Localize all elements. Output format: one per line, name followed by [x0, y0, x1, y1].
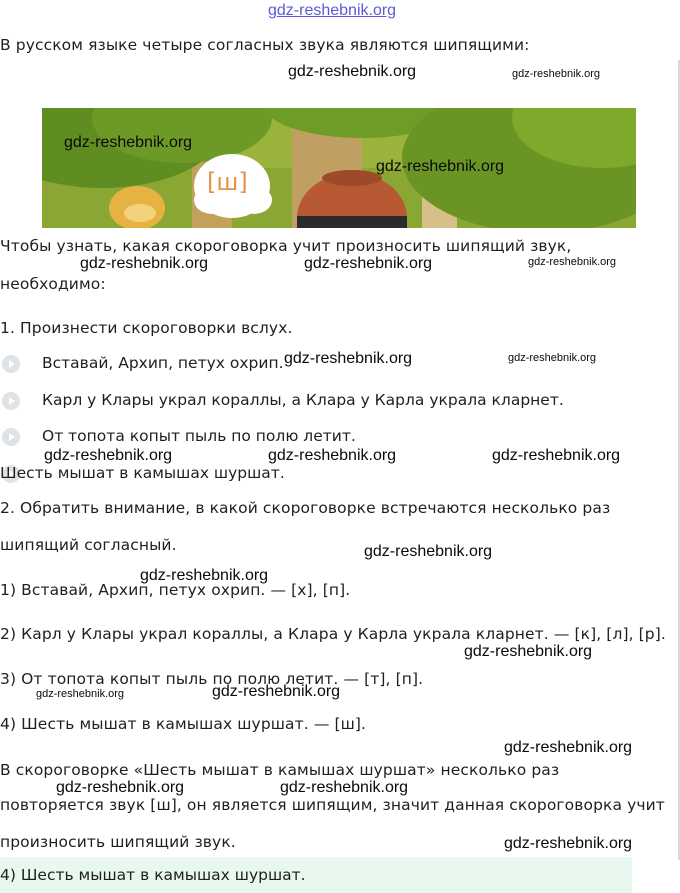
watermark: gdz-reshebnik.org	[376, 158, 505, 175]
watermark: gdz-reshebnik.org	[268, 447, 397, 464]
analysis-item-3: 3) От топота копыт пыль по полю летит. — [т], [п].	[0, 670, 424, 688]
watermark: gdz-reshebnik.org	[64, 134, 193, 151]
illustration-banner	[42, 108, 636, 228]
sound-label: [ш]	[207, 168, 248, 196]
list-item-text: От топота копыт пыль по полю летит.	[42, 427, 356, 445]
list-item	[0, 426, 600, 448]
step-1: 1. Произнести скороговорки вслух.	[0, 319, 293, 337]
conclusion-line-2: повторяется звук [ш], он является шипящим, значит данная скороговорка учит	[0, 796, 665, 814]
list-item-text: Карл у Клары украл кораллы, а Клара у Карла украла кларнет.	[42, 391, 564, 409]
watermark: gdz-reshebnik.org	[492, 447, 621, 464]
step-2-line-2: шипящий согласный.	[0, 536, 177, 554]
watermark: gdz-reshebnik.org	[528, 256, 617, 268]
watermark: gdz-reshebnik.org	[288, 63, 417, 80]
watermark: gdz-reshebnik.org	[44, 447, 173, 464]
list-item-text: Шесть мышат в камышах шуршат.	[0, 464, 285, 482]
watermark: gdz-reshebnik.org	[304, 255, 433, 272]
watermark: gdz-reshebnik.org	[80, 255, 209, 272]
answer-box	[0, 857, 632, 893]
watermark: gdz-reshebnik.org	[140, 567, 269, 584]
analysis-item-4: 4) Шесть мышат в камышах шуршат. — [ш].	[0, 715, 367, 733]
list-item	[0, 390, 600, 412]
intro-text: В русском языке четыре согласных звука являются шипящими:	[0, 36, 530, 54]
watermark: gdz-reshebnik.org	[280, 779, 409, 796]
list-item	[0, 463, 600, 485]
watermark: gdz-reshebnik.org	[56, 779, 185, 796]
watermark: gdz-reshebnik.org	[464, 643, 593, 660]
step-2-line-1: 2. Обратить внимание, в какой скороговорке встречаются несколько раз	[0, 499, 611, 517]
watermark: gdz-reshebnik.org	[36, 688, 125, 700]
conclusion-line-1: В скороговорке «Шесть мышат в камышах шуршат» несколько раз	[0, 761, 560, 779]
answer-text: 4) Шесть мышат в камышах шуршат.	[0, 866, 306, 884]
watermark: gdz-reshebnik.org	[284, 350, 413, 367]
watermark: gdz-reshebnik.org	[504, 739, 633, 756]
watermark: gdz-reshebnik.org	[512, 68, 601, 80]
list-item-text: Вставай, Архип, петух охрип.	[42, 354, 284, 372]
play-icon[interactable]	[2, 392, 20, 410]
play-icon[interactable]	[2, 355, 20, 373]
watermark: gdz-reshebnik.org	[212, 683, 341, 700]
watermark: gdz-reshebnik.org	[364, 543, 493, 560]
conclusion-line-3: произносить шипящий звук.	[0, 833, 236, 851]
watermark-link[interactable]: gdz-reshebnik.org	[268, 2, 397, 19]
analysis-item-2: 2) Карл у Клары украл кораллы, а Клара у Карла украла кларнет. — [к], [л], [р].	[0, 625, 666, 643]
play-icon[interactable]	[2, 428, 20, 446]
analysis-item-1: 1) Вставай, Архип, петух охрип. — [х], [п].	[0, 581, 351, 599]
watermark: gdz-reshebnik.org	[508, 352, 597, 364]
forest-illustration	[42, 108, 636, 228]
question-line-1: Чтобы узнать, какая скороговорка учит произносить шипящий звук,	[0, 237, 572, 255]
question-line-2: необходимо:	[0, 275, 106, 293]
watermark: gdz-reshebnik.org	[504, 835, 633, 852]
